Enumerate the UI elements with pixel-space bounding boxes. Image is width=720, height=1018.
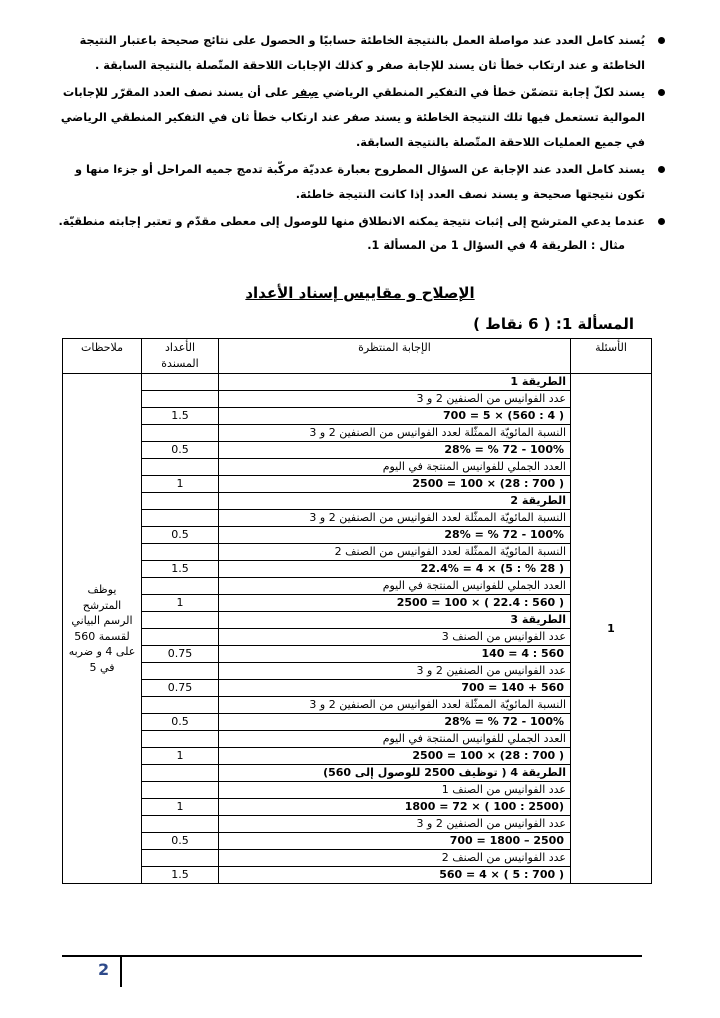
answer-step: النسبة المائويّة الممثّلة لعدد الفوانيس من الصنف 2 [219,544,571,561]
table-row [63,476,652,493]
bullet-icon [658,166,665,173]
table-row [63,799,652,816]
answer-step: عدد الفوانيس من الصنف 3 [219,629,571,646]
answer-formula: 100% - 72 % = 28% [219,714,571,731]
score-cell: 1.5 [142,867,219,884]
score-cell: 1.5 [142,408,219,425]
problem-title: المسألة 1: ( 6 نقاط ) [473,315,634,333]
answer-step: عدد الفوانيس من الصنفين 2 و 3 [219,816,571,833]
score-cell [142,765,219,782]
score-cell [142,816,219,833]
score-cell [142,493,219,510]
score-cell: 1 [142,799,219,816]
score-cell [142,629,219,646]
answer-step: عدد الفوانيس من الصنف 1 [219,782,571,799]
table-row [63,493,652,510]
bullet-icon [658,89,665,96]
table-row [63,663,652,680]
table-row [63,374,652,391]
table-row [63,459,652,476]
section-heading: الإصلاح و مقاييس إسناد الأعداد [245,284,475,302]
score-cell [142,850,219,867]
header-answer: الإجابة المنتظرة [219,339,571,374]
table-row [63,867,652,884]
table-row [63,527,652,544]
answer-formula: ( 700 : 28) × 100 = 2500 [219,748,571,765]
instruction-text: عندما يدعي المترشح إلى إثبات نتيجة يمكنه الانطلاق منها للوصول إلى معطى مقدّم و تعتبر إجابته منطقيّة. [58,215,645,228]
header-notes: ملاحظات [63,339,142,374]
score-cell [142,612,219,629]
score-cell: 0.5 [142,714,219,731]
example-line [57,233,665,258]
answer-step: العدد الجملي للفوانيس المنتجة في اليوم [219,459,571,476]
answer-formula: 2500 – 1800 = 700 [219,833,571,850]
page-number: 2 [98,960,110,979]
answer-step: النسبة المائويّة الممثّلة لعدد الفوانيس من الصنفين 2 و 3 [219,697,571,714]
header-questions: الأسئلة [571,339,652,374]
header-score: الأعداد المسندة [142,339,219,374]
score-cell [142,731,219,748]
score-cell: 1.5 [142,561,219,578]
score-cell [142,374,219,391]
table-row [63,714,652,731]
score-cell [142,391,219,408]
table-row [63,748,652,765]
answer-step: النسبة المائويّة الممثّلة لعدد الفوانيس من الصنفين 2 و 3 [219,510,571,527]
answer-formula: ( 28 % : 5) × 4 = 22.4% [219,561,571,578]
table-row [63,425,652,442]
answer-formula: 560 : 4 = 140 [219,646,571,663]
instruction-item-4 [57,209,665,234]
score-cell [142,425,219,442]
table-row [63,629,652,646]
table-row [63,561,652,578]
answer-formula: ( 700 : 5 ) × 4 = 560 [219,867,571,884]
grading-table [62,338,652,884]
table-row [63,646,652,663]
instruction-item-3 [57,157,665,207]
table-row [63,697,652,714]
bullet-icon [658,218,665,225]
answer-step: العدد الجملي للفوانيس المنتجة في اليوم [219,731,571,748]
table-row [63,731,652,748]
table-row [63,408,652,425]
table-row [63,765,652,782]
score-cell: 0.75 [142,680,219,697]
instruction-text: يُسند كامل العدد عند مواصلة العمل بالنتيجة الخاطئة حسابيًا و الحصول على نتائج صحيحة باعتبار النتيجة الخاطئة و عند ارتكاب خطأ ثان يسند للإجابة صفر و كذلك الإجابات اللاحقة المتّصلة بالنتيجة السابقة . [79,34,645,72]
table-row [63,442,652,459]
instruction-emphasis: صِفر [292,86,319,99]
table-row [63,544,652,561]
notes-cell: يوظف المترشح الرسم البياني لقسمة 560 على 4 و ضربه في 5 [63,374,142,884]
question-number: 1 [571,374,652,884]
table-body [63,374,652,884]
example-text: مثال : الطريقة 4 في السؤال 1 من المسألة 1. [367,239,625,252]
answer-formula: (2500 : 100 ) × 72 = 1800 [219,799,571,816]
score-cell [142,697,219,714]
score-cell: 0.75 [142,646,219,663]
bullet-icon [658,37,665,44]
score-cell [142,544,219,561]
method-title: الطريقة 1 [219,374,571,391]
table-row [63,782,652,799]
table-row [63,850,652,867]
method-title: الطريقة 3 [219,612,571,629]
instruction-text: يسند كامل العدد عند الإجابة عن السؤال المطروح بعبارة عدديّة مركّبة تدمج جميه المراحل أو جزءا منها و تكون نتيجتها صحيحة و يسند نصف العدد إذا كانت النتيجة خاطئة. [75,163,645,201]
answer-step: العدد الجملي للفوانيس المنتجة في اليوم [219,578,571,595]
score-cell: 0.5 [142,527,219,544]
method-title: الطريقة 2 [219,493,571,510]
table-row [63,391,652,408]
score-cell: 0.5 [142,442,219,459]
instruction-item-2 [57,80,665,155]
instruction-text: على أن يسند نصف العدد المقرّر للإجابات الموالية تستعمل فيها تلك النتيجة الخاطئة و يسند صفر عند ارتكاب خطأ ثان في التفكير المنطقي الرياضي في جميع العمليات اللاحقة المتّصلة بالنتيجة السابقة. [60,86,645,149]
table-row [63,680,652,697]
answer-step: عدد الفوانيس من الصنفين 2 و 3 [219,391,571,408]
table-row [63,612,652,629]
score-cell: 1 [142,595,219,612]
answer-formula: 100% - 72 % = 28% [219,442,571,459]
score-cell [142,663,219,680]
score-cell [142,459,219,476]
answer-formula: ( 700 : 28) × 100 = 2500 [219,476,571,493]
answer-formula: 100% - 72 % = 28% [219,527,571,544]
answer-step: عدد الفوانيس من الصنف 2 [219,850,571,867]
score-cell: 1 [142,748,219,765]
score-cell [142,510,219,527]
footer-vertical-bar [120,957,122,987]
table-row [63,595,652,612]
score-cell [142,782,219,799]
table-row [63,816,652,833]
footer-divider [62,955,642,957]
instruction-text: يسند لكلّ إجابة تتضمّن خطأ في التفكير المنطقي الرياضي [318,86,645,99]
answer-formula: ( 4 : 560) × 5 = 700 [219,408,571,425]
answer-formula: 560 + 140 = 700 [219,680,571,697]
instruction-list [57,28,665,260]
score-cell: 1 [142,476,219,493]
score-cell: 0.5 [142,833,219,850]
table-row [63,578,652,595]
answer-formula: ( 560 : 22.4 ) × 100 = 2500 [219,595,571,612]
score-cell [142,578,219,595]
table-row [63,833,652,850]
answer-step: عدد الفوانيس من الصنفين 2 و 3 [219,663,571,680]
instruction-item-1 [57,28,665,78]
method-title: الطريقة 4 ( توظيف 2500 للوصول إلى 560) [219,765,571,782]
table-row [63,510,652,527]
table-header-row [63,339,652,374]
answer-step: النسبة المائويّة الممثّلة لعدد الفوانيس من الصنفين 2 و 3 [219,425,571,442]
